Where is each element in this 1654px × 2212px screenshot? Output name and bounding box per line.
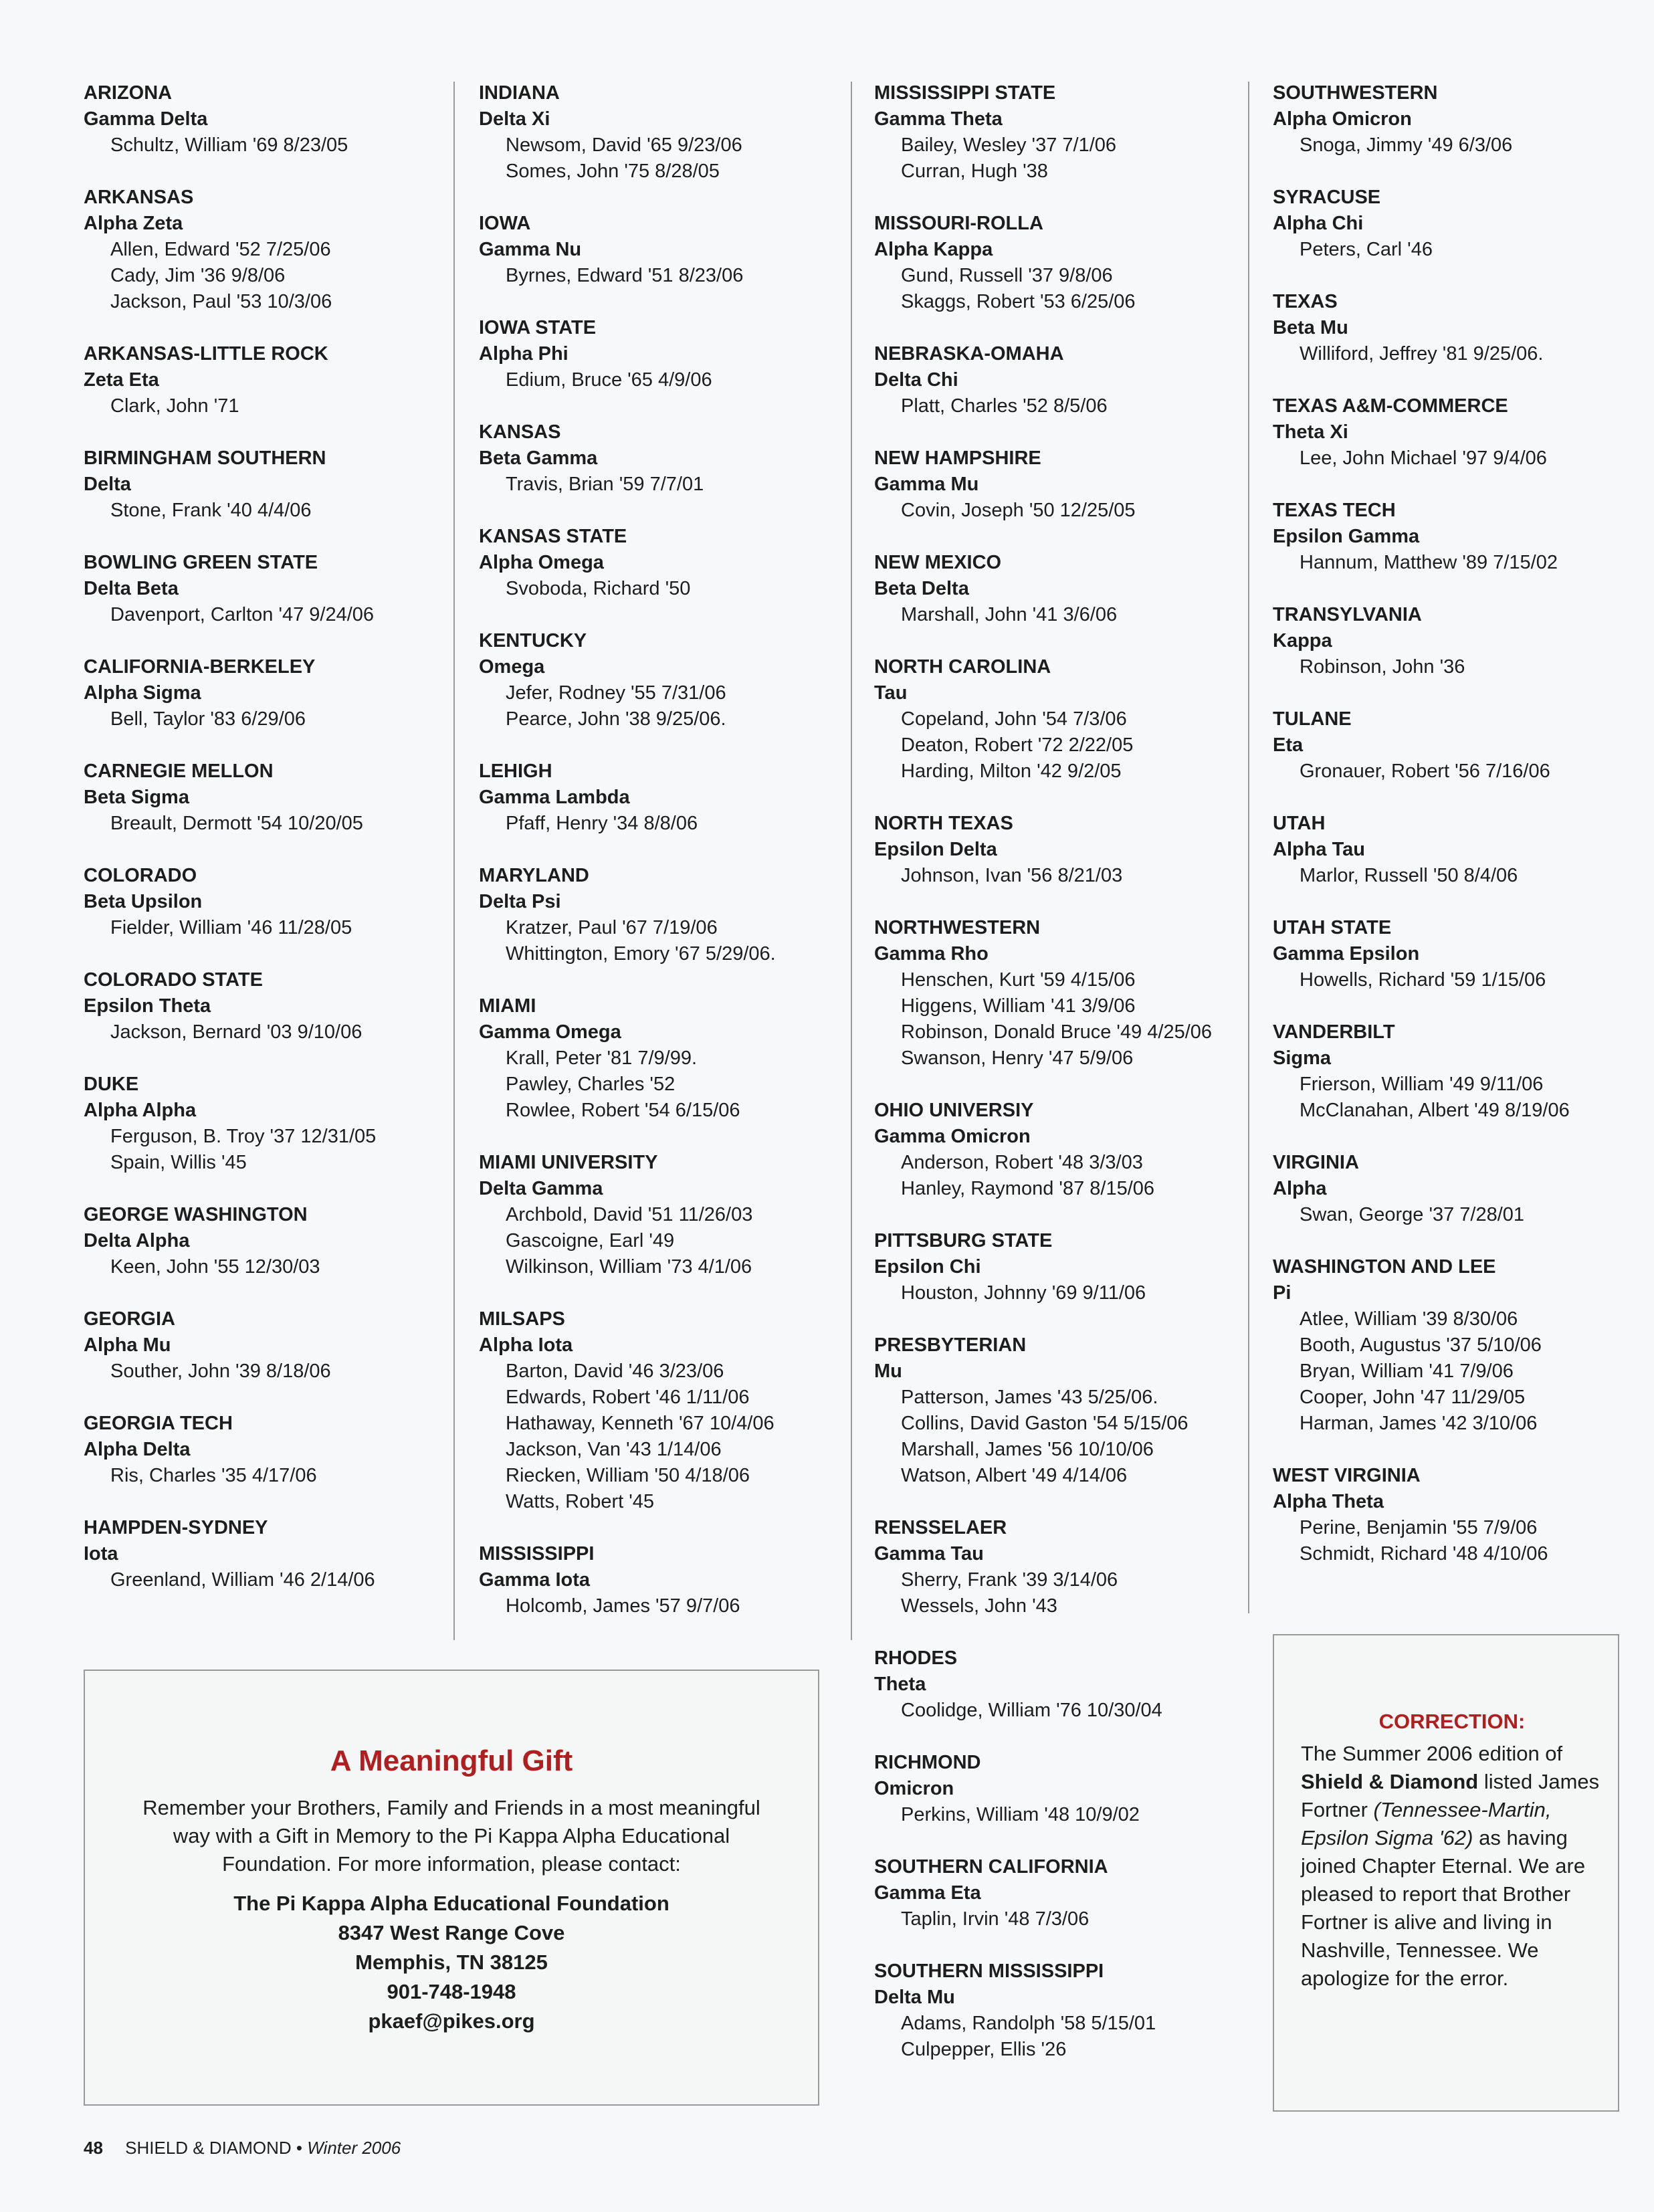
chapter-name: Delta Gamma	[479, 1178, 603, 1199]
chapter-entry	[479, 993, 853, 1124]
chapter-name: Zeta Eta	[84, 369, 159, 391]
chapter-name: Delta Xi	[479, 108, 550, 130]
member-line: Bryan, William '41 7/9/06	[1300, 1361, 1514, 1382]
member-line: Watts, Robert '45	[506, 1491, 655, 1512]
member-line: Breault, Dermott '54 10/20/05	[110, 813, 363, 834]
chapter-entry	[84, 1306, 445, 1385]
school-name: NEBRASKA-OMAHA	[874, 343, 1064, 365]
chapter-name: Delta Psi	[479, 891, 561, 912]
chapter-name: Pi	[1273, 1282, 1291, 1304]
member-line: Peters, Carl '46	[1300, 239, 1433, 260]
member-line: Robinson, Donald Bruce '49 4/25/06	[901, 1021, 1213, 1043]
member-line: Henschen, Kurt '59 4/15/06	[901, 969, 1136, 991]
member-line: Lee, John Michael '97 9/4/06	[1300, 447, 1547, 469]
school-name: ARIZONA	[84, 82, 173, 104]
member-line: Edwards, Robert '46 1/11/06	[506, 1387, 750, 1408]
member-line: Travis, Brian '59 7/7/01	[506, 474, 704, 495]
page-number: 48	[84, 2138, 103, 2158]
member-line: Howells, Richard '59 1/15/06	[1300, 969, 1546, 991]
chapter-entry	[1273, 498, 1634, 576]
member-line: Booth, Augustus '37 5/10/06	[1300, 1334, 1542, 1356]
member-line: Stone, Frank '40 4/4/06	[110, 500, 312, 521]
chapter-name: Alpha	[1273, 1178, 1327, 1199]
chapter-entry	[874, 1645, 1235, 1724]
member-line: Barton, David '46 3/23/06	[506, 1361, 724, 1382]
member-line: McClanahan, Albert '49 8/19/06	[1300, 1100, 1570, 1121]
school-name: TRANSYLVANIA	[1273, 604, 1422, 625]
member-line: Ris, Charles '35 4/17/06	[110, 1465, 317, 1486]
chapter-name: Gamma Iota	[479, 1569, 590, 1591]
school-name: DUKE	[84, 1074, 139, 1095]
member-line: Newsom, David '65 9/23/06	[506, 134, 742, 156]
member-line: Davenport, Carlton '47 9/24/06	[110, 604, 375, 625]
school-name: COLORADO	[84, 865, 197, 886]
member-line: Gronauer, Robert '56 7/16/06	[1300, 761, 1550, 782]
member-line: Keen, John '55 12/30/03	[110, 1256, 320, 1278]
member-line: Snoga, Jimmy '49 6/3/06	[1300, 134, 1513, 156]
footer-separator: •	[296, 2138, 302, 2158]
member-line: Jackson, Bernard '03 9/10/06	[110, 1021, 363, 1043]
chapter-name: Alpha Kappa	[874, 239, 993, 260]
chapter-entry	[1273, 1150, 1634, 1228]
chapter-entry	[1273, 1019, 1634, 1124]
member-line: Hathaway, Kenneth '67 10/4/06	[506, 1413, 774, 1434]
member-line: Allen, Edward '52 7/25/06	[110, 239, 331, 260]
chapter-name: Alpha Tau	[1273, 839, 1366, 860]
school-name: MILSAPS	[479, 1308, 565, 1330]
chapter-name: Gamma Omega	[479, 1021, 621, 1043]
chapter-entry	[874, 811, 1235, 889]
chapter-entry	[479, 759, 853, 837]
member-line: Atlee, William '39 8/30/06	[1300, 1308, 1518, 1330]
chapter-entry	[84, 759, 445, 837]
chapter-name: Epsilon Theta	[84, 995, 211, 1017]
chapter-name: Delta	[84, 474, 131, 495]
column-4	[1273, 80, 1634, 1593]
chapter-entry	[1273, 289, 1634, 367]
chapter-name: Alpha Zeta	[84, 213, 183, 234]
school-name: OHIO UNIVERSIY	[874, 1100, 1034, 1121]
member-line: Sherry, Frank '39 3/14/06	[901, 1569, 1118, 1591]
school-name: SOUTHERN MISSISSIPPI	[874, 1960, 1104, 1982]
chapter-name: Gamma Epsilon	[1273, 943, 1420, 965]
column-rule	[453, 82, 455, 1640]
member-line: Wilkinson, William '73 4/1/06	[506, 1256, 752, 1278]
member-line: Harding, Milton '42 9/2/05	[901, 761, 1122, 782]
chapter-name: Epsilon Chi	[874, 1256, 981, 1278]
member-line: Greenland, William '46 2/14/06	[110, 1569, 375, 1591]
chapter-name: Delta Chi	[874, 369, 958, 391]
member-line: Clark, John '71	[110, 395, 239, 417]
chapter-name: Delta Alpha	[84, 1230, 190, 1251]
chapter-entry	[479, 1306, 853, 1515]
chapter-entry	[874, 550, 1235, 628]
chapter-name: Epsilon Delta	[874, 839, 997, 860]
chapter-name: Alpha Alpha	[84, 1100, 197, 1121]
school-name: UTAH STATE	[1273, 917, 1392, 938]
school-name: NORTH TEXAS	[874, 813, 1013, 834]
member-line: Riecken, William '50 4/18/06	[506, 1465, 750, 1486]
member-line: Schmidt, Richard '48 4/10/06	[1300, 1543, 1548, 1565]
member-line: Swanson, Henry '47 5/9/06	[901, 1047, 1134, 1069]
chapter-entry	[874, 1332, 1235, 1489]
school-name: CALIFORNIA-BERKELEY	[84, 656, 316, 678]
column-1	[84, 80, 445, 1619]
school-name: RICHMOND	[874, 1752, 981, 1773]
chapter-entry	[1273, 602, 1634, 680]
chapter-entry	[874, 1854, 1235, 1932]
chapter-entry	[874, 80, 1235, 185]
chapter-entry	[874, 211, 1235, 315]
school-name: VIRGINIA	[1273, 1152, 1359, 1173]
school-name: SYRACUSE	[1273, 187, 1381, 208]
member-line: Spain, Willis '45	[110, 1152, 247, 1173]
chapter-entry	[84, 654, 445, 732]
chapter-name: Gamma Nu	[479, 239, 582, 260]
school-name: NORTHWESTERN	[874, 917, 1041, 938]
chapter-entry	[874, 1515, 1235, 1619]
member-line: Pawley, Charles '52	[506, 1074, 676, 1095]
member-line: Souther, John '39 8/18/06	[110, 1361, 331, 1382]
school-name: NEW MEXICO	[874, 552, 1002, 573]
member-line: Deaton, Robert '72 2/22/05	[901, 734, 1134, 756]
member-line: Frierson, William '49 9/11/06	[1300, 1074, 1544, 1095]
chapter-name: Gamma Omicron	[874, 1126, 1031, 1147]
correction-text-2: listed James Fortner	[1301, 1770, 1600, 1821]
chapter-entry	[479, 863, 853, 967]
member-line: Marlor, Russell '50 8/4/06	[1300, 865, 1518, 886]
chapter-entry	[84, 1515, 445, 1593]
member-line: Anderson, Robert '48 3/3/03	[901, 1152, 1143, 1173]
member-line: Jackson, Van '43 1/14/06	[506, 1439, 722, 1460]
school-name: SOUTHERN CALIFORNIA	[874, 1856, 1108, 1878]
chapter-name: Beta Sigma	[84, 787, 189, 808]
school-name: UTAH	[1273, 813, 1326, 834]
gift-org: The Pi Kappa Alpha Educational Foundation	[233, 1892, 669, 1915]
column-2	[479, 80, 853, 1645]
member-line: Fielder, William '46 11/28/05	[110, 917, 352, 938]
gift-email: pkaef@pikes.org	[368, 2009, 535, 2033]
member-line: Edium, Bruce '65 4/9/06	[506, 369, 712, 391]
chapter-name: Mu	[874, 1361, 902, 1382]
school-name: NORTH CAROLINA	[874, 656, 1051, 678]
member-line: Ferguson, B. Troy '37 12/31/05	[110, 1126, 377, 1147]
school-name: VANDERBILT	[1273, 1021, 1395, 1043]
member-line: Harman, James '42 3/10/06	[1300, 1413, 1538, 1434]
chapter-name: Alpha Omega	[479, 552, 604, 573]
page-footer	[84, 2138, 401, 2158]
chapter-entry	[1273, 393, 1634, 472]
chapter-entry	[84, 341, 445, 419]
footer-publication: SHIELD & DIAMOND	[125, 2138, 292, 2158]
member-line: Marshall, James '56 10/10/06	[901, 1439, 1154, 1460]
chapter-name: Beta Delta	[874, 578, 969, 599]
school-name: PRESBYTERIAN	[874, 1334, 1027, 1356]
member-line: Swan, George '37 7/28/01	[1300, 1204, 1525, 1225]
chapter-name: Gamma Theta	[874, 108, 1003, 130]
school-name: INDIANA	[479, 82, 560, 104]
chapter-name: Alpha Phi	[479, 343, 568, 365]
school-name: GEORGIA TECH	[84, 1413, 233, 1434]
chapter-entry	[84, 1411, 445, 1489]
chapter-name: Eta	[1273, 734, 1304, 756]
school-name: NEW HAMPSHIRE	[874, 447, 1041, 469]
chapter-entry	[874, 1098, 1235, 1202]
member-line: Jefer, Rodney '55 7/31/06	[506, 682, 726, 704]
chapter-entry	[479, 1150, 853, 1280]
correction-text-1: The Summer 2006 edition of	[1301, 1742, 1563, 1765]
gift-title: A Meaningful Gift	[330, 1744, 573, 1777]
member-line: Jackson, Paul '53 10/3/06	[110, 291, 332, 312]
school-name: BIRMINGHAM SOUTHERN	[84, 447, 326, 469]
chapter-name: Gamma Lambda	[479, 787, 630, 808]
chapter-name: Theta Xi	[1273, 421, 1348, 443]
chapter-entry	[874, 445, 1235, 524]
chapter-name: Epsilon Gamma	[1273, 526, 1420, 547]
chapter-name: Omega	[479, 656, 545, 678]
chapter-entry	[479, 524, 853, 602]
school-name: TEXAS	[1273, 291, 1338, 312]
school-name: RENSSELAER	[874, 1517, 1007, 1538]
member-line: Rowlee, Robert '54 6/15/06	[506, 1100, 740, 1121]
member-line: Pfaff, Henry '34 8/8/06	[506, 813, 698, 834]
member-line: Curran, Hugh '38	[901, 161, 1048, 182]
chapter-name: Beta Mu	[1273, 317, 1348, 338]
school-name: COLORADO STATE	[84, 969, 263, 991]
chapter-name: Iota	[84, 1543, 118, 1565]
chapter-entry	[874, 1750, 1235, 1828]
school-name: WEST VIRGINIA	[1273, 1465, 1421, 1486]
gift-phone: 901-748-1948	[387, 1980, 516, 2003]
member-line: Higgens, William '41 3/9/06	[901, 995, 1136, 1017]
member-line: Copeland, John '54 7/3/06	[901, 708, 1127, 730]
chapter-name: Alpha Omicron	[1273, 108, 1412, 130]
member-line: Bailey, Wesley '37 7/1/06	[901, 134, 1117, 156]
chapter-name: Delta Mu	[874, 1987, 955, 2008]
school-name: TULANE	[1273, 708, 1352, 730]
member-line: Kratzer, Paul '67 7/19/06	[506, 917, 718, 938]
school-name: MISSOURI-ROLLA	[874, 213, 1043, 234]
chapter-entry	[874, 1958, 1235, 2063]
column-rule	[1248, 82, 1249, 1613]
member-line: Patterson, James '43 5/25/06.	[901, 1387, 1158, 1408]
chapter-entry	[84, 1202, 445, 1280]
chapter-name: Omicron	[874, 1778, 954, 1799]
member-line: Hanley, Raymond '87 8/15/06	[901, 1178, 1155, 1199]
chapter-entry	[1273, 915, 1634, 993]
correction-title: CORRECTION:	[1378, 1710, 1526, 1733]
chapter-entry	[84, 863, 445, 941]
member-line: Holcomb, James '57 9/7/06	[506, 1595, 740, 1617]
correction-text	[1301, 1740, 1603, 1993]
member-line: Gund, Russell '37 9/8/06	[901, 265, 1113, 286]
chapter-name: Gamma Mu	[874, 474, 979, 495]
member-line: Williford, Jeffrey '81 9/25/06.	[1300, 343, 1544, 365]
member-line: Watson, Albert '49 4/14/06	[901, 1465, 1128, 1486]
chapter-entry	[1273, 1463, 1634, 1567]
member-line: Somes, John '75 8/28/05	[506, 161, 720, 182]
chapter-name: Alpha Delta	[84, 1439, 191, 1460]
school-name: KENTUCKY	[479, 630, 587, 651]
correction-box	[1273, 1634, 1619, 2112]
chapter-entry	[84, 185, 445, 315]
chapter-entry	[479, 1541, 853, 1619]
member-line: Cooper, John '47 11/29/05	[1300, 1387, 1526, 1408]
school-name: TEXAS A&M-COMMERCE	[1273, 395, 1508, 417]
member-line: Platt, Charles '52 8/5/06	[901, 395, 1108, 417]
school-name: GEORGE WASHINGTON	[84, 1204, 308, 1225]
chapter-name: Beta Upsilon	[84, 891, 203, 912]
member-line: Adams, Randolph '58 5/15/01	[901, 2013, 1156, 2034]
member-line: Whittington, Emory '67 5/29/06.	[506, 943, 776, 965]
school-name: KANSAS	[479, 421, 561, 443]
member-line: Culpepper, Ellis '26	[901, 2039, 1067, 2060]
chapter-entry	[874, 341, 1235, 419]
chapter-name: Sigma	[1273, 1047, 1332, 1069]
chapter-name: Beta Gamma	[479, 447, 598, 469]
chapter-entry	[84, 1072, 445, 1176]
member-line: Collins, David Gaston '54 5/15/06	[901, 1413, 1188, 1434]
member-line: Taplin, Irvin '48 7/3/06	[901, 1908, 1090, 1930]
school-name: SOUTHWESTERN	[1273, 82, 1438, 104]
school-name: TEXAS TECH	[1273, 500, 1396, 521]
chapter-name: Alpha Mu	[84, 1334, 171, 1356]
member-line: Perkins, William '48 10/9/02	[901, 1804, 1140, 1825]
member-line: Krall, Peter '81 7/9/99.	[506, 1047, 698, 1069]
member-line: Marshall, John '41 3/6/06	[901, 604, 1118, 625]
school-name: ARKANSAS	[84, 187, 194, 208]
chapter-entry	[84, 967, 445, 1045]
chapter-entry	[84, 550, 445, 628]
member-line: Wessels, John '43	[901, 1595, 1057, 1617]
member-line: Coolidge, William '76 10/30/04	[901, 1700, 1162, 1721]
school-name: IOWA	[479, 213, 531, 234]
member-line: Robinson, John '36	[1300, 656, 1465, 678]
chapter-entry	[874, 1228, 1235, 1306]
gift-street: 8347 West Range Cove	[338, 1921, 565, 1944]
member-line: Byrnes, Edward '51 8/23/06	[506, 265, 744, 286]
member-line: Johnson, Ivan '56 8/21/03	[901, 865, 1123, 886]
school-name: PITTSBURG STATE	[874, 1230, 1053, 1251]
member-line: Svoboda, Richard '50	[506, 578, 691, 599]
school-name: WASHINGTON AND LEE	[1273, 1256, 1496, 1278]
column-3	[874, 80, 1235, 2089]
school-name: RHODES	[874, 1647, 958, 1669]
gift-city: Memphis, TN 38125	[355, 1950, 548, 1974]
chapter-entry	[479, 419, 853, 498]
chapter-entry	[479, 315, 853, 393]
gift-box	[84, 1670, 819, 2106]
chapter-name: Gamma Eta	[874, 1882, 981, 1904]
school-name: BOWLING GREEN STATE	[84, 552, 318, 573]
chapter-name: Gamma Delta	[84, 108, 208, 130]
school-name: IOWA STATE	[479, 317, 597, 338]
member-line: Archbold, David '51 11/26/03	[506, 1204, 753, 1225]
school-name: MIAMI	[479, 995, 536, 1017]
chapter-name: Alpha Sigma	[84, 682, 201, 704]
chapter-name: Alpha Theta	[1273, 1491, 1384, 1512]
chapter-entry	[479, 211, 853, 289]
school-name: LEHIGH	[479, 761, 552, 782]
school-name: GEORGIA	[84, 1308, 175, 1330]
chapter-entry	[1273, 706, 1634, 785]
chapter-entry	[479, 80, 853, 185]
footer-issue: Winter 2006	[307, 2138, 401, 2158]
member-line: Pearce, John '38 9/25/06.	[506, 708, 726, 730]
member-line: Cady, Jim '36 9/8/06	[110, 265, 286, 286]
school-name: MARYLAND	[479, 865, 589, 886]
member-line: Schultz, William '69 8/23/05	[110, 134, 348, 156]
chapter-name: Gamma Tau	[874, 1543, 984, 1565]
chapter-name: Gamma Rho	[874, 943, 989, 965]
member-line: Gascoigne, Earl '49	[506, 1230, 675, 1251]
member-line: Skaggs, Robert '53 6/25/06	[901, 291, 1136, 312]
chapter-name: Tau	[874, 682, 908, 704]
chapter-name: Delta Beta	[84, 578, 179, 599]
chapter-entry	[84, 80, 445, 159]
chapter-name: Alpha Iota	[479, 1334, 573, 1356]
correction-detail: (Tennessee-Martin, Epsilon Sigma '62)	[1301, 1798, 1552, 1849]
gift-contact	[85, 1889, 818, 2036]
member-line: Hannum, Matthew '89 7/15/02	[1300, 552, 1558, 573]
correction-text-3: as having joined Chapter Eternal. We are pleased to report that Brother Fortner is alive and living in Nashville, Tennessee. We apologize for the error.	[1301, 1826, 1586, 1990]
chapter-entry	[84, 445, 445, 524]
school-name: ARKANSAS-LITTLE ROCK	[84, 343, 328, 365]
chapter-entry	[1273, 1254, 1634, 1437]
chapter-entry	[1273, 185, 1634, 263]
chapter-entry	[874, 915, 1235, 1072]
member-line: Bell, Taylor '83 6/29/06	[110, 708, 306, 730]
correction-publication: Shield & Diamond	[1301, 1770, 1479, 1793]
chapter-name: Theta	[874, 1674, 926, 1695]
chapter-name: Alpha Chi	[1273, 213, 1364, 234]
chapter-name: Kappa	[1273, 630, 1332, 651]
school-name: CARNEGIE MELLON	[84, 761, 274, 782]
chapter-entry	[1273, 80, 1634, 159]
school-name: KANSAS STATE	[479, 526, 627, 547]
school-name: MISSISSIPPI STATE	[874, 82, 1056, 104]
school-name: MISSISSIPPI	[479, 1543, 595, 1565]
chapter-entry	[874, 654, 1235, 785]
member-line: Perine, Benjamin '55 7/9/06	[1300, 1517, 1538, 1538]
gift-text: Remember your Brothers, Family and Friends in a most meaningful way with a Gift in Memory to the Pi Kappa Alpha Educational Foundation. For more information, please contact:	[142, 1796, 760, 1876]
school-name: HAMPDEN-SYDNEY	[84, 1517, 268, 1538]
member-line: Covin, Joseph '50 12/25/05	[901, 500, 1136, 521]
chapter-entry	[1273, 811, 1634, 889]
member-line: Houston, Johnny '69 9/11/06	[901, 1282, 1146, 1304]
school-name: MIAMI UNIVERSITY	[479, 1152, 658, 1173]
chapter-entry	[479, 628, 853, 732]
